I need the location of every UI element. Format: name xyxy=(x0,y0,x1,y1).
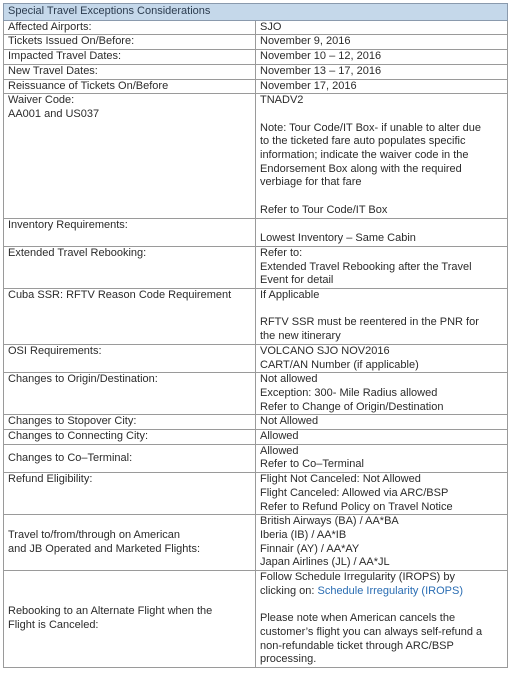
waiver-label-codes: AA001 and US037 xyxy=(8,107,100,120)
row-value xyxy=(256,373,508,415)
refund-line: Flight Canceled: Allowed via ARC/BSP xyxy=(260,486,449,499)
table-row-rebooking xyxy=(4,571,508,668)
table-row xyxy=(4,430,508,445)
row-label: Refund Eligibility: xyxy=(4,473,256,515)
row-label: Changes to Connecting City: xyxy=(4,430,256,445)
travel-exceptions-document xyxy=(3,3,508,668)
waiver-note-line: to the ticketed fare auto populates specific xyxy=(260,135,466,148)
table-row-inventory xyxy=(4,218,508,246)
table-row-origin xyxy=(4,373,508,415)
table-row xyxy=(4,50,508,65)
row-value xyxy=(256,94,508,218)
cuba-line: the new itinerary xyxy=(260,330,341,343)
schedule-irregularity-link[interactable]: Schedule Irregularity (IROPS) xyxy=(317,584,463,597)
partner-line: British Airways (BA) / AA*BA xyxy=(260,515,399,528)
row-label: New Travel Dates: xyxy=(4,64,256,79)
partners-label-line: and JB Operated and Marketed Flights: xyxy=(8,542,200,555)
coterminal-line: Allowed xyxy=(260,444,299,457)
table-row-partners xyxy=(4,515,508,571)
row-value: November 13 – 17, 2016 xyxy=(256,64,508,79)
rebooking-line: processing. xyxy=(260,653,317,666)
exceptions-table xyxy=(3,3,508,668)
row-value: SJO xyxy=(256,20,508,35)
row-value xyxy=(256,444,508,472)
row-value: Not Allowed xyxy=(256,415,508,430)
row-value: November 9, 2016 xyxy=(256,35,508,50)
waiver-note-line: Endorsement Box along with the required xyxy=(260,162,462,175)
refund-line: Refer to Refund Policy on Travel Notice xyxy=(260,500,453,513)
row-value xyxy=(256,515,508,571)
table-row-waiver xyxy=(4,94,508,218)
row-label: Changes to Stopover City: xyxy=(4,415,256,430)
table-row-coterminal xyxy=(4,444,508,472)
table-row xyxy=(4,79,508,94)
inventory-value: Lowest Inventory – Same Cabin xyxy=(260,232,416,245)
row-label xyxy=(4,515,256,571)
origin-line: Not allowed xyxy=(260,373,318,386)
row-label: OSI Requirements: xyxy=(4,344,256,372)
waiver-label: Waiver Code: xyxy=(8,94,75,107)
rebooking-line: Please note when American cancels the xyxy=(260,612,456,625)
rebooking-label-line: Flight is Canceled: xyxy=(8,619,99,632)
partner-line: Japan Airlines (JL) / AA*JL xyxy=(260,556,390,569)
row-label: Reissuance of Tickets On/Before xyxy=(4,79,256,94)
row-value: Allowed xyxy=(256,430,508,445)
partners-label-line: Travel to/from/through on American xyxy=(8,528,181,541)
coterminal-line: Refer to Co–Terminal xyxy=(260,458,364,471)
waiver-note-line: verbiage for that fare xyxy=(260,176,362,189)
row-value xyxy=(256,571,508,668)
table-row-cuba xyxy=(4,289,508,345)
row-value xyxy=(256,289,508,345)
row-value: November 17, 2016 xyxy=(256,79,508,94)
extended-line: Extended Travel Rebooking after the Travel xyxy=(260,260,472,273)
osi-line: VOLCANO SJO NOV2016 xyxy=(260,344,390,357)
row-value: November 10 – 12, 2016 xyxy=(256,50,508,65)
row-label: Changes to Origin/Destination: xyxy=(4,373,256,415)
row-label: Affected Airports: xyxy=(4,20,256,35)
row-value xyxy=(256,218,508,246)
partner-line: Finnair (AY) / AA*AY xyxy=(260,542,360,555)
rebooking-link-prefix: clicking on: xyxy=(260,584,318,597)
row-label: Impacted Travel Dates: xyxy=(4,50,256,65)
row-label: Inventory Requirements: xyxy=(4,218,256,246)
rebooking-line: customer’s flight you can always self-refund a xyxy=(260,625,483,638)
waiver-note-line: information; indicate the waiver code in the xyxy=(260,149,469,162)
row-label: Tickets Issued On/Before: xyxy=(4,35,256,50)
rebooking-link-line xyxy=(260,585,503,599)
extended-line: Refer to: xyxy=(260,246,303,259)
extended-line: Event for detail xyxy=(260,274,334,287)
cuba-line: RFTV SSR must be reentered in the PNR for xyxy=(260,316,479,329)
table-row xyxy=(4,35,508,50)
waiver-code: TNADV2 xyxy=(260,94,304,107)
waiver-refer: Refer to Tour Code/IT Box xyxy=(260,203,388,216)
row-value xyxy=(256,473,508,515)
table-row xyxy=(4,20,508,35)
refund-line: Flight Not Canceled: Not Allowed xyxy=(260,473,421,486)
table-row-refund xyxy=(4,473,508,515)
row-value xyxy=(256,246,508,288)
table-row xyxy=(4,415,508,430)
row-label: Changes to Co–Terminal: xyxy=(4,444,256,472)
osi-line: CART/AN Number (if applicable) xyxy=(260,358,419,371)
row-label: Cuba SSR: RFTV Reason Code Requirement xyxy=(4,289,256,345)
origin-line: Exception: 300- Mile Radius allowed xyxy=(260,386,438,399)
table-row xyxy=(4,64,508,79)
row-label: Extended Travel Rebooking: xyxy=(4,246,256,288)
row-label xyxy=(4,571,256,668)
cuba-line: If Applicable xyxy=(260,289,320,302)
table-row-osi xyxy=(4,344,508,372)
rebooking-line: Follow Schedule Irregularity (IROPS) by xyxy=(260,571,456,584)
row-value xyxy=(256,344,508,372)
rebooking-line: non-refundable ticket through ARC/BSP xyxy=(260,639,454,652)
table-header-row xyxy=(4,4,508,21)
partner-line: Iberia (IB) / AA*IB xyxy=(260,528,347,541)
waiver-note-line: Note: Tour Code/IT Box- if unable to alter due xyxy=(260,121,481,134)
rebooking-label-line: Rebooking to an Alternate Flight when the xyxy=(8,605,213,618)
table-title: Special Travel Exceptions Considerations xyxy=(4,4,508,21)
row-label xyxy=(4,94,256,218)
table-row-extended xyxy=(4,246,508,288)
origin-line: Refer to Change of Origin/Destination xyxy=(260,400,444,413)
